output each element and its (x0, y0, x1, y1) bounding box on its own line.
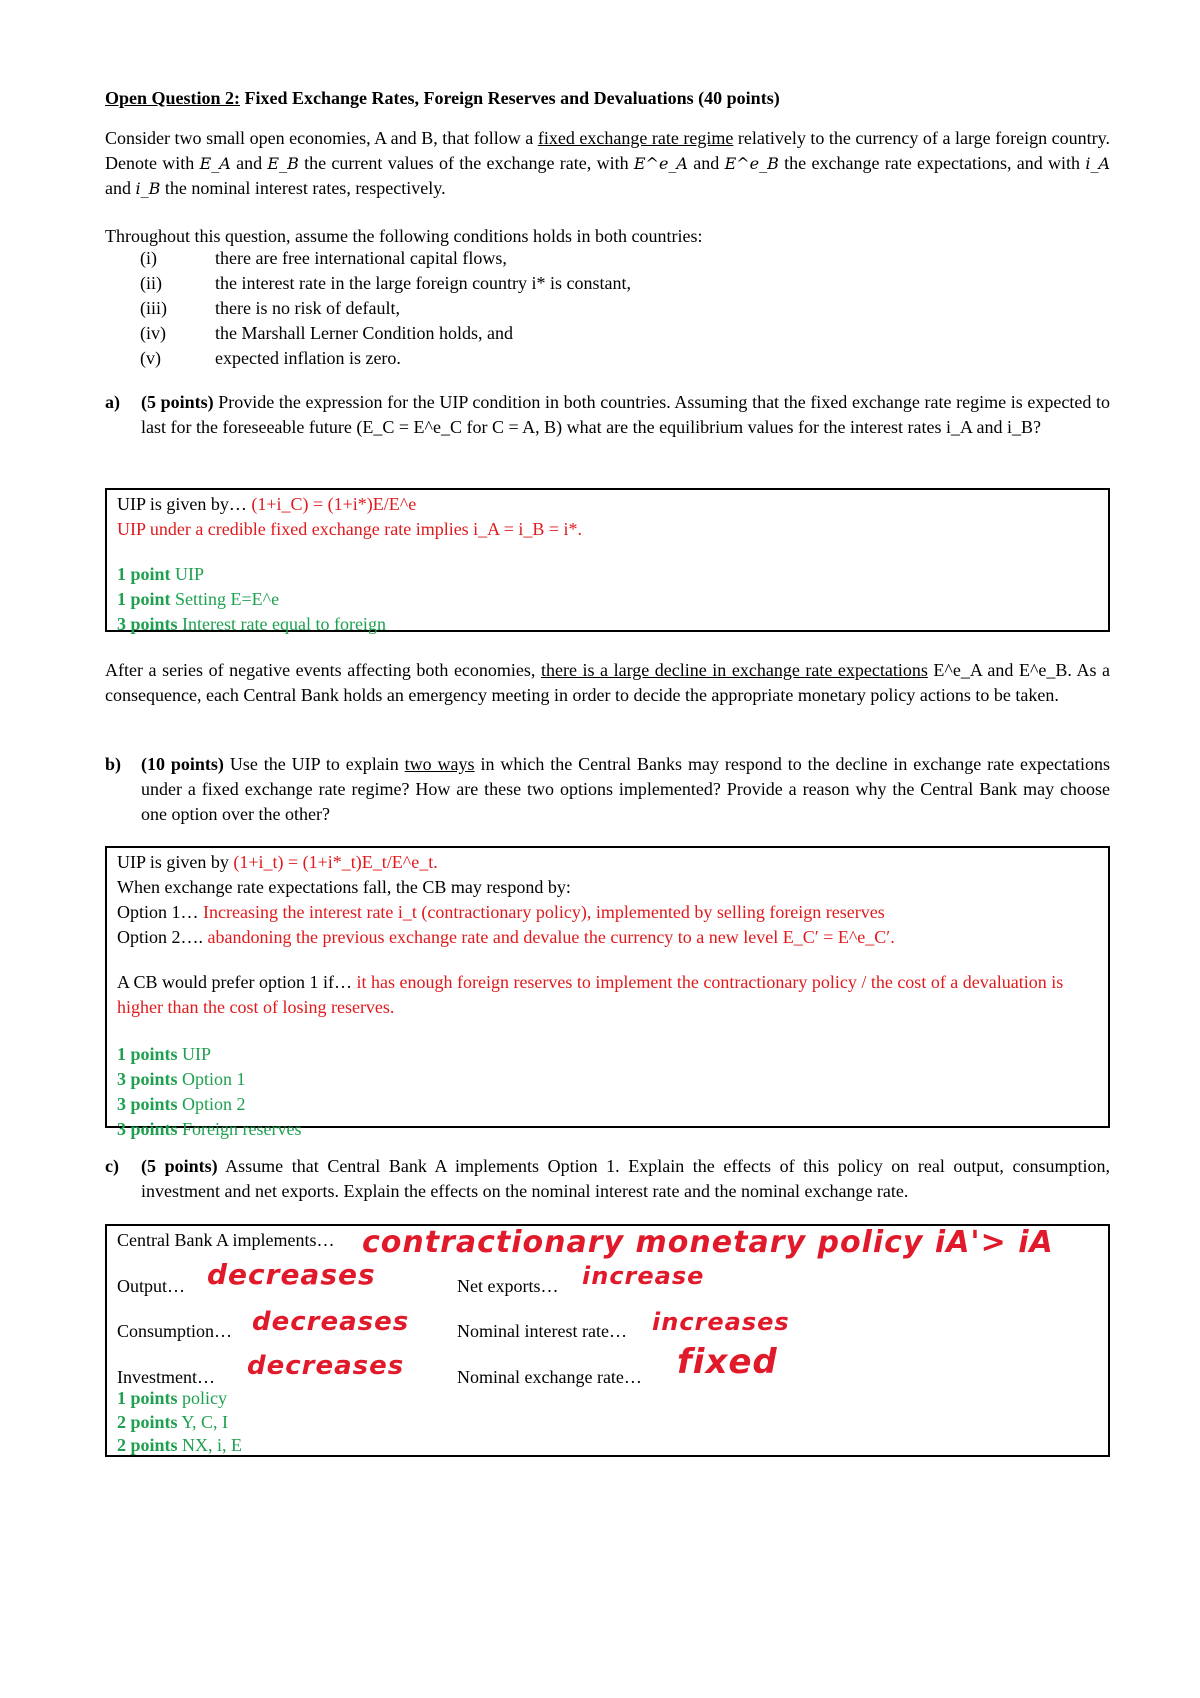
grading-points: 3 points (117, 1069, 178, 1089)
list-text: there are free international capital flows, (215, 248, 507, 268)
answer-formula: (1+i_C) = (1+i*)E/E^e (251, 494, 417, 514)
list-text: there is no risk of default, (215, 298, 400, 318)
handwritten-nominal-exchange: fixed (677, 1342, 778, 1382)
intro-text: Consider two small open economies, A and B, that follow a (105, 128, 538, 148)
grading-text: Y, C, I (177, 1412, 229, 1432)
grading-points: 3 points (117, 1119, 178, 1139)
math-ebe: E^e_B (724, 154, 779, 173)
list-item (140, 246, 631, 271)
grading-points: 1 point (117, 564, 171, 584)
label-nominal-interest: Nominal interest rate… (457, 1321, 627, 1341)
answer-box-c (105, 1224, 1110, 1457)
question-a (105, 390, 1110, 440)
label-implements: Central Bank A implements… (117, 1230, 335, 1250)
list-number: (ii) (140, 273, 162, 293)
intro-text: and (105, 178, 136, 198)
question-c (105, 1154, 1110, 1204)
question-body: Use the UIP to explain (223, 754, 405, 774)
intro-paragraph (105, 126, 1110, 201)
grading-line (117, 1092, 1098, 1117)
math-eb: E_B (267, 154, 299, 173)
answer-box-b (105, 846, 1110, 1139)
grading-text: Foreign reserves (177, 1119, 302, 1139)
intro-text: the current values of the exchange rate, with (298, 153, 634, 173)
intro-text: and (687, 153, 725, 173)
intro-text: the exchange rate expectations, and with (778, 153, 1086, 173)
answer-text: Option 2…. (117, 927, 208, 947)
list-number: (v) (140, 348, 161, 368)
conditions-lead: Throughout this question, assume the following conditions holds in both countries: (105, 226, 703, 246)
list-text: the interest rate in the large foreign country i* is constant, (215, 273, 632, 293)
grading-line (117, 1386, 227, 1411)
grading-line (117, 1117, 1098, 1142)
grading-points: 1 points (117, 1388, 178, 1408)
answer-text: Option 1… (117, 902, 204, 922)
list-item (140, 346, 631, 371)
handwritten-consumption: decreases (252, 1307, 410, 1337)
conditions-list (140, 246, 631, 371)
middle-text: E^e_A and E^e_B. As a consequence, each Central Bank holds an emergency meeting in order to decide the appropriate monetary policy actions to be taken. (105, 660, 1110, 705)
question-title (105, 86, 780, 111)
question-body: Provide the expression for the UIP condition in both countries. Assuming that the fixed exchange rate regime is expected to last for the foreseeable future (E_C = E^e_C for C = A, B) what are the equilibrium values for the interest rates i_A and i_B? (141, 392, 1110, 437)
grading-line (117, 1067, 1098, 1092)
label-investment: Investment… (117, 1367, 215, 1387)
grading-text: Option 2 (177, 1094, 246, 1114)
math-eae: E^e_A (633, 154, 688, 173)
label-consumption: Consumption… (117, 1321, 233, 1341)
grading-text: UIP (170, 564, 205, 584)
answer-text: A CB would prefer option 1 if… (117, 972, 357, 992)
question-label: b) (105, 754, 122, 774)
grading-line (117, 612, 1098, 637)
math-ea: E_A (199, 154, 231, 173)
handwritten-policy: contractionary monetary policy iA'> iA (362, 1225, 1054, 1260)
question-text (141, 752, 1110, 827)
grading-text: Interest rate equal to foreign (177, 614, 386, 634)
grading-text: NX, i, E (177, 1435, 243, 1455)
answer-line (117, 970, 1098, 1020)
grading-points: 1 point (117, 589, 171, 609)
answer-line (117, 925, 1098, 950)
question-body: in which the Central Banks may respond to the decline in exchange rate expectations under a fixed exchange rate regime? How are these two options implemented? Provide a reason why the Central Bank may choose one option over the other? (141, 754, 1111, 824)
list-item (140, 296, 631, 321)
list-text: the Marshall Lerner Condition holds, and (215, 323, 513, 343)
list-text: expected inflation is zero. (215, 348, 401, 368)
intro-text: relatively to the currency of a large foreign country. Denote with (105, 128, 1110, 173)
answer-text: UIP is given by (117, 852, 234, 872)
math-ib: i_B (135, 179, 161, 198)
intro-text: and (230, 153, 268, 173)
intro-underline: fixed exchange rate regime (537, 128, 734, 148)
middle-paragraph (105, 658, 1110, 708)
grading-line (117, 562, 1098, 587)
answer-line: UIP under a credible fixed exchange rate implies i_A = i_B = i*. (117, 519, 583, 539)
question-b (105, 752, 1110, 827)
answer-text: UIP is given by… (117, 494, 252, 514)
list-number: (iii) (140, 298, 167, 318)
grading-points: 3 points (117, 1094, 178, 1114)
list-number: (i) (140, 248, 157, 268)
answer-line (117, 850, 1098, 875)
handwritten-net-exports: increase (582, 1262, 705, 1290)
answer-red: Increasing the interest rate i_t (contractionary policy), implemented by selling foreign reserves (203, 902, 885, 922)
middle-underline: there is a large decline in exchange rate expectations (540, 660, 928, 680)
grading-line (117, 1410, 228, 1435)
middle-text: After a series of negative events affecting both economies, (105, 660, 541, 680)
answer-line: When exchange rate expectations fall, the CB may respond by: (117, 877, 571, 897)
grading-points: 2 points (117, 1435, 178, 1455)
math-ia: i_A (1085, 154, 1111, 173)
title-label: Open Question 2: (105, 88, 241, 108)
question-points: (5 points) (141, 392, 214, 412)
answer-red: it has enough foreign reserves to implement the contractionary policy / the cost of a devaluation is higher than the cost of losing reserves. (117, 972, 1064, 1017)
handwritten-nominal-interest: increases (652, 1308, 790, 1336)
label-nominal-exchange: Nominal exchange rate… (457, 1367, 642, 1387)
grading-points: 1 points (117, 1044, 178, 1064)
answer-box-a (105, 488, 1110, 632)
grading-text: Option 1 (177, 1069, 246, 1089)
answer-line (117, 492, 1098, 517)
question-body: Assume that Central Bank A implements Option 1. Explain the effects of this policy on real output, consumption, investment and net exports. Explain the effects on the nominal interest rate and the nominal exchange rate. (141, 1156, 1110, 1201)
question-text (141, 390, 1110, 440)
question-label: a) (105, 392, 120, 412)
answer-red: abandoning the previous exchange rate and devalue the currency to a new level E_C′ = E^e_C′. (207, 927, 895, 947)
question-underline: two ways (404, 754, 475, 774)
label-output: Output… (117, 1276, 186, 1296)
question-points: (5 points) (141, 1156, 218, 1176)
question-text (141, 1154, 1110, 1204)
grading-text: policy (177, 1388, 228, 1408)
grading-line (117, 1042, 1098, 1067)
question-points: (10 points) (141, 754, 224, 774)
grading-points: 2 points (117, 1412, 178, 1432)
answer-formula: (1+i_t) = (1+i*_t)E_t/E^e_t. (233, 852, 438, 872)
list-item (140, 321, 631, 346)
list-number: (iv) (140, 323, 166, 343)
grading-line (117, 1433, 242, 1458)
label-net-exports: Net exports… (457, 1276, 559, 1296)
grading-text: Setting E=E^e (170, 589, 280, 609)
grading-line (117, 587, 1098, 612)
answer-line (117, 900, 1098, 925)
question-label: c) (105, 1156, 119, 1176)
grading-text: UIP (177, 1044, 212, 1064)
title-text: Fixed Exchange Rates, Foreign Reserves and Devaluations (40 points) (240, 88, 780, 108)
handwritten-output: decreases (207, 1258, 376, 1291)
grading-points: 3 points (117, 614, 178, 634)
intro-text: the nominal interest rates, respectively. (160, 178, 446, 198)
handwritten-investment: decreases (247, 1351, 405, 1381)
list-item (140, 271, 631, 296)
